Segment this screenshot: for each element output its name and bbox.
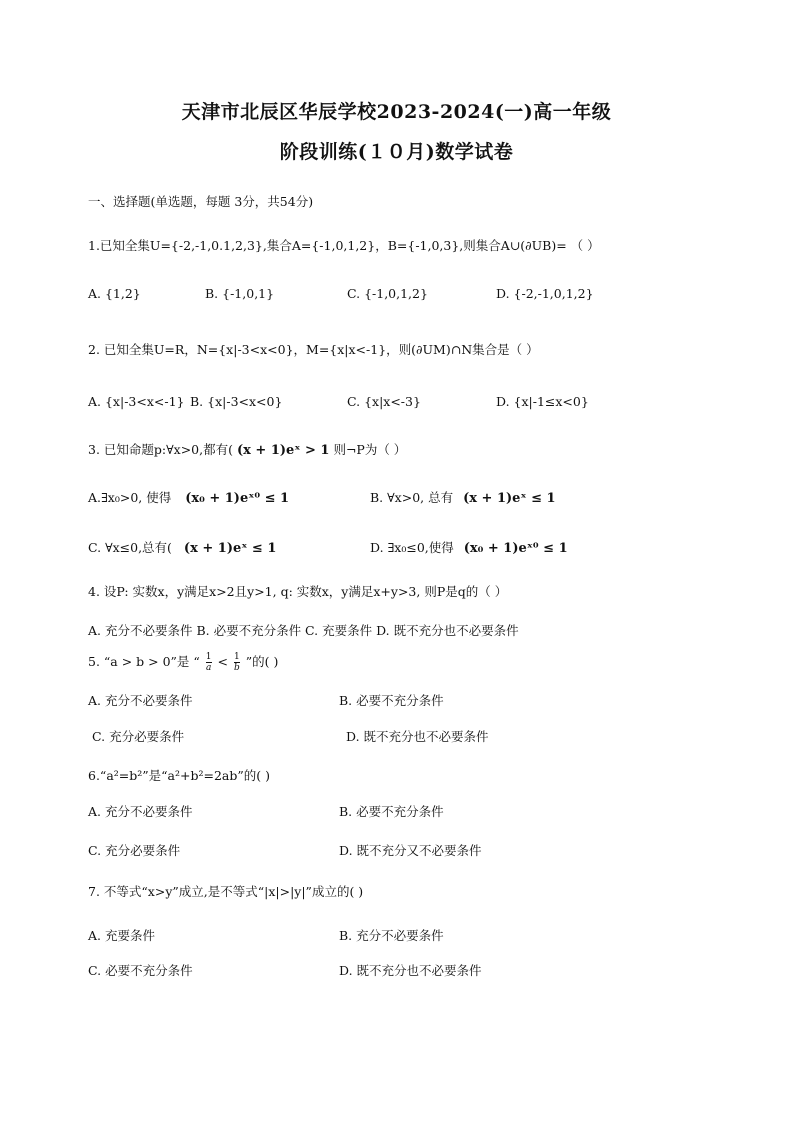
question-5-option-c: C. 充分必要条件 [92,729,185,744]
fraction-one-over-a [206,652,212,673]
question-6-option-a: A. 充分不必要条件 [88,804,193,819]
question-3-option-d-prefix: D. ∃x₀≤0,使得 [370,540,454,555]
question-6-option-d: D. 既不充分又不必要条件 [339,843,482,858]
section-heading: 一、选择题(单选题，每题 3分，共54分) [88,194,314,209]
question-7-stem: 7. 不等式“x>y”成立,是不等式“|x|>|y|”成立的( ) [88,884,364,899]
less-than-sign: < [217,654,228,669]
fraction-one-over-b [234,652,240,673]
question-3-stem [88,440,406,458]
question-3-option-b-math: (x + 1)eˣ ≤ 1 [463,491,556,506]
question-1-option-b: B. {-1,0,1} [205,286,275,301]
question-5-stem [88,652,278,673]
fraction-b-numerator: 1 [233,652,240,662]
question-3-stem-prefix: 3. 已知命题p:∀x>0,都有( [88,442,233,457]
question-5-option-d: D. 既不充分也不必要条件 [346,729,489,744]
question-3-option-d [370,538,568,556]
question-3-option-c-prefix: C. ∀x≤0,总有( [88,540,172,555]
question-7-option-c: C. 必要不充分条件 [88,963,193,978]
question-1-option-c: C. {-1,0,1,2} [347,286,428,301]
question-6-option-c: C. 充分必要条件 [88,843,181,858]
question-2-option-b: B. {x|-3<x<0} [190,394,283,409]
question-3-option-b-prefix: B. ∀x>0, 总有 [370,490,454,505]
fraction-a-denominator: a [205,663,212,673]
exam-title-line2: 阶段训练(１０月)数学试卷 [279,141,514,163]
question-2-option-c: C. {x|x<-3} [347,394,421,409]
question-5-stem-prefix: 5. “a > b > 0”是 “ [88,654,200,669]
question-3-option-b [370,488,556,506]
question-7-option-a: A. 充要条件 [88,928,155,943]
question-6-stem: 6.“a²=b²”是“a²+b²=2ab”的( ) [88,768,270,783]
question-3-option-c [88,538,276,556]
question-4-stem: 4. 设P: 实数x，y满足x>2且y>1, q: 实数x，y满足x+y>3, 则P是q的（ ） [88,584,508,599]
question-3-option-a-prefix: A.∃x₀>0, 使得 [88,490,172,505]
fraction-b-denominator: b [233,663,240,673]
question-1-stem: 1.已知全集U={-2,-1,0.1,2,3},集合A={-1,0,1,2}，B={-1,0,3},则集合A∪(∂UB)= （ ） [88,238,600,253]
question-3-stem-math: (x + 1)eˣ > 1 [236,443,330,458]
question-1-option-d: D. {-2,-1,0,1,2} [496,286,594,301]
question-5-option-a: A. 充分不必要条件 [88,693,193,708]
question-3-option-d-math: (x₀ + 1)eˣ⁰ ≤ 1 [463,541,568,556]
question-3-option-a [88,488,289,506]
question-2-option-d: D. {x|-1≤x<0} [496,394,589,409]
exam-title-line1: 天津市北辰区华辰学校2023-2024(一)高一年级 [181,101,612,123]
question-3-option-a-math: (x₀ + 1)eˣ⁰ ≤ 1 [185,491,290,506]
question-7-option-b: B. 充分不必要条件 [339,928,444,943]
question-1-option-a: A. {1,2} [88,286,141,301]
question-5-option-b: B. 必要不充分条件 [339,693,444,708]
question-4-options: A. 充分不必要条件 B. 必要不充分条件 C. 充要条件 D. 既不充分也不必要条件 [88,623,519,638]
question-7-option-d: D. 既不充分也不必要条件 [339,963,482,978]
question-5-stem-suffix: ”的( ) [245,654,279,669]
question-2-option-a: A. {x|-3<x<-1} [88,394,185,409]
fraction-a-numerator: 1 [205,652,212,662]
question-3-option-c-math: (x + 1)eˣ ≤ 1 [183,541,277,556]
question-6-option-b: B. 必要不充分条件 [339,804,444,819]
question-2-stem: 2. 已知全集U=R，N={x|-3<x<0}，M={x|x<-1}，则(∂UM)∩N集合是（ ） [88,342,539,357]
question-3-stem-suffix: 则¬P为（ ） [333,442,407,457]
